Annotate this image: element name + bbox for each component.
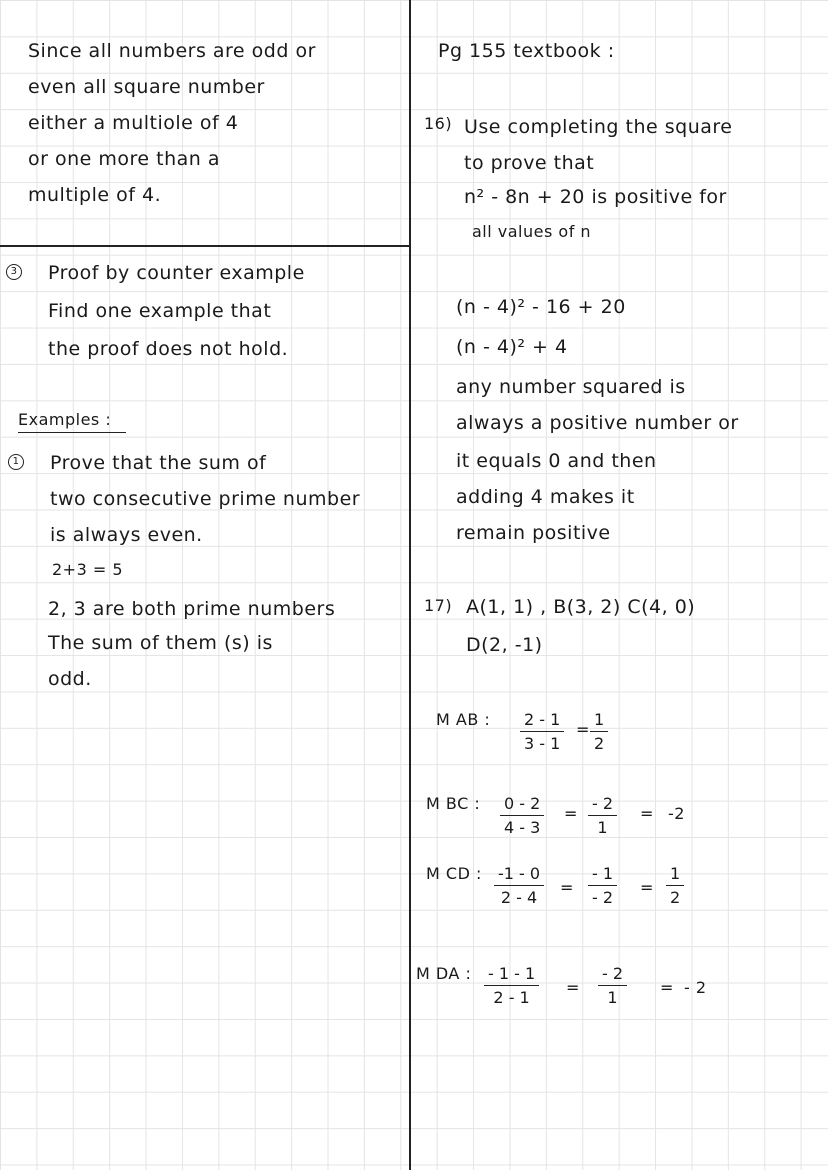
example1-line1: Prove that the sum of xyxy=(50,452,267,474)
grad-da-fraction: $\frac{- 1 - 1}{2 - 1}$ xyxy=(484,966,539,1006)
example1-line2: two consecutive prime number xyxy=(50,488,361,510)
para1-line1: Since all numbers are odd or xyxy=(28,40,316,62)
para1-line5: multiple of 4. xyxy=(28,184,162,206)
grad-bc-eq2: = xyxy=(640,804,654,823)
example1-conclusion-3: odd. xyxy=(48,668,92,690)
q16-work1: (n - 4)² - 16 + 20 xyxy=(456,296,626,318)
examples-underline xyxy=(18,432,126,433)
example1-number: 1 xyxy=(8,452,24,471)
q17-points-2: D(2, -1) xyxy=(466,634,543,656)
grad-da-final: - 2 xyxy=(684,978,707,997)
column-divider xyxy=(409,0,411,1170)
grad-bc-eq: = xyxy=(564,804,578,823)
example1-conclusion-2: The sum of them (s) is xyxy=(48,632,273,654)
q16-explanation-2: always a positive number or xyxy=(456,412,739,434)
q16-line3: n² - 8n + 20 is positive for xyxy=(464,186,727,208)
q16-explanation-4: adding 4 makes it xyxy=(456,486,635,508)
right-heading: Pg 155 textbook : xyxy=(438,40,615,62)
left-section-divider xyxy=(0,245,410,247)
grad-da-eq: = xyxy=(566,978,580,997)
section3-line3: the proof does not hold. xyxy=(48,338,289,360)
grad-ab-result: $\frac{1}{2}$ xyxy=(590,712,608,752)
examples-heading: Examples : xyxy=(18,410,112,429)
grad-da-result: $\frac{- 2}{1}$ xyxy=(598,966,627,1006)
para1-line4: or one more than a xyxy=(28,148,220,170)
grad-cd-final: $\frac{1}{2}$ xyxy=(666,866,684,906)
example1-line3: is always even. xyxy=(50,524,203,546)
q16-line4: all values of n xyxy=(472,222,592,241)
q17-points-1: A(1, 1) , B(3, 2) C(4, 0) xyxy=(466,596,696,618)
grad-ab-eq: = xyxy=(576,720,590,739)
q16-explanation-1: any number squared is xyxy=(456,376,686,398)
grad-cd-label: M CD : xyxy=(426,864,482,883)
q16-line1: Use completing the square xyxy=(464,116,733,138)
grad-bc-result: $\frac{- 2}{1}$ xyxy=(588,796,617,836)
q16-explanation-3: it equals 0 and then xyxy=(456,450,657,472)
example1-calc: 2+3 = 5 xyxy=(52,560,124,579)
grad-cd-result: $\frac{- 1}{- 2}$ xyxy=(588,866,617,906)
q17-label: 17) xyxy=(424,596,453,615)
grad-cd-eq2: = xyxy=(640,878,654,897)
section3-number: 3 xyxy=(6,262,22,281)
example1-conclusion-1: 2, 3 are both prime numbers xyxy=(48,598,336,620)
grad-ab-label: M AB : xyxy=(436,710,491,729)
grad-da-eq2: = xyxy=(660,978,674,997)
grad-bc-final: -2 xyxy=(668,804,685,823)
q16-work2: (n - 4)² + 4 xyxy=(456,336,568,358)
q16-line2: to prove that xyxy=(464,152,595,174)
section3-line1: Proof by counter example xyxy=(48,262,305,284)
q16-label: 16) xyxy=(424,114,453,133)
grad-bc-fraction: $\frac{0 - 2}{4 - 3}$ xyxy=(500,796,544,836)
para1-line3: either a multiole of 4 xyxy=(28,112,239,134)
section3-line2: Find one example that xyxy=(48,300,272,322)
para1-line2: even all square number xyxy=(28,76,265,98)
grad-da-label: M DA : xyxy=(416,964,472,983)
grad-bc-label: M BC : xyxy=(426,794,481,813)
grad-ab-fraction: $\frac{2 - 1}{3 - 1}$ xyxy=(520,712,564,752)
grad-cd-eq: = xyxy=(560,878,574,897)
q16-explanation-5: remain positive xyxy=(456,522,611,544)
grad-cd-fraction: $\frac{-1 - 0}{2 - 4}$ xyxy=(494,866,544,906)
